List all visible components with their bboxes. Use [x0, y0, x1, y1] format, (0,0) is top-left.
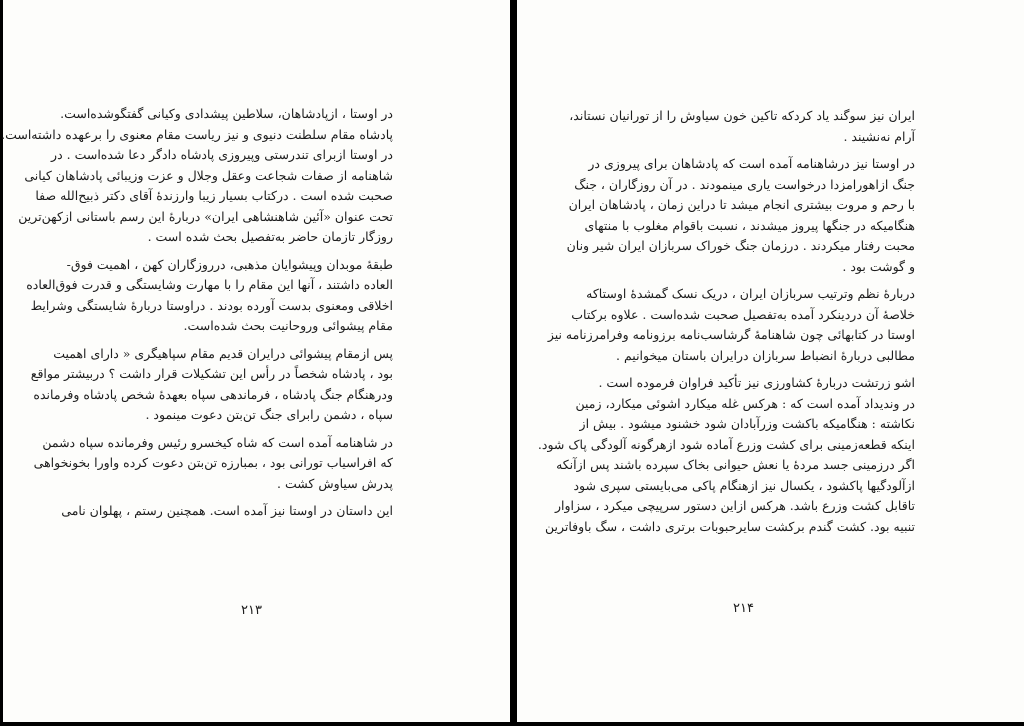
- text-line: ایران نیز سوگند یاد کردکه تاکین خون سیاوش را از تورانیان نستاند،: [569, 108, 915, 123]
- text-line: اخلاقی ومعنوی بدست آورده بودند . دراوستا دربارهٔ شایستگی وشرایط: [30, 297, 393, 313]
- left-page-text: [1, 104, 393, 529]
- left-page: [3, 0, 510, 722]
- paragraph: [26, 255, 393, 337]
- paragraph: [61, 501, 393, 522]
- text-line: محبت رفتار میکردند . درزمان جنگ خوراک سربازان ایران شیر ونان: [566, 238, 915, 253]
- text-line: پادشاه مقام سلطنت دنیوی و نیز ریاست مقام معنوی را برعهده داشته‌است.: [1, 126, 393, 142]
- text-line: در وندیداد آمده است که : هرکس غله میکارد اشوئی میکارد، زمین: [575, 395, 915, 411]
- text-line: که افراسیاب تورانی بود ، بمبارزه تن‌بتن دعوت کرده واورا بخونخواهی: [33, 455, 393, 470]
- text-line: صحبت شده است . درکتاب بسیار زیبا وارزندهٔ آقای دکتر ذبیح‌الله صفا: [35, 188, 393, 203]
- text-line: جنگ ازاهورامزدا درخواست یاری مینمودند . در آن روزگاران ، جنگ: [574, 176, 915, 192]
- paragraph: [537, 373, 915, 537]
- left-page-number: ۲۱۳: [241, 603, 262, 618]
- text-line: اوستا در کتابهائی چون شاهنامهٔ گرشاسب‌نامه برزونامه وفرامرزنامه نیز: [547, 327, 915, 342]
- text-line: هنگامیکه در جنگها پیروز میشدند ، نسبت باقوام مغلوب با منتهای: [584, 217, 915, 233]
- text-line: دربارهٔ نظم وترتیب سربازان ایران ، دریک نسک گمشدهٔ اوستاکه: [586, 286, 915, 301]
- text-line: پس ازمقام پیشوائی درایران قدیم مقام سپاهیگری « دارای اهمیت: [53, 345, 393, 361]
- right-page: [517, 0, 1024, 722]
- text-line: در اوستا ، ازپادشاهان، سلاطین پیشدادی وکیانی گفتگوشده‌است.: [60, 106, 393, 121]
- paragraph: [566, 154, 915, 277]
- text-line: آرام نه‌نشیند .: [843, 128, 915, 144]
- text-line: پدرش سیاوش کشت .: [277, 475, 393, 491]
- text-line: مطالبی دربارهٔ انضباط سربازان درایران باستان میخوانیم .: [616, 347, 915, 363]
- text-line: روزگار تازمان حاضر به‌تفصیل بحث شده است .: [147, 229, 393, 244]
- text-line: ازآلودگیها پاکشود ، یکسال نیز ازهنگام پاکی می‌بایستی سپری شود: [573, 477, 915, 493]
- text-line: اشو زرتشت دربارهٔ کشاورزی نیز تأکید فراوان فرموده است .: [598, 375, 915, 390]
- text-line: اینکه قطعه‌زمینی برای کشت وزرع آماده شود ازهرگونه آلودگی پاک شود.: [537, 436, 915, 452]
- text-line: نکاشته : هنگامیکه باکشت وزرآبادان شود خشنود میشود . بیش از: [579, 416, 915, 431]
- text-line: تنبیه بود. کشت گندم برکشت سایرحبوبات برتری داشت ، سگ باوفاترین: [544, 518, 915, 534]
- paragraph: [1, 104, 393, 248]
- text-line: العاده داشتند ، آنها این مقام را با مهارت وشایستگی و قدرت فوق‌العاده: [26, 277, 393, 292]
- text-line: تحت عنوان «آئین شاهنشاهی ایران» دربارهٔ این رسم باستانی ازکهن‌ترین: [18, 208, 393, 224]
- text-line: تاقابل کشت وزرع باشد. هرکس ازاین دستور سرپیچی میکرد ، سزاوار: [554, 498, 915, 513]
- text-line: مقام پیشوائی وروحانیت بحث شده‌است.: [183, 318, 393, 333]
- text-line: با رحم و مروت بیشتری انجام میشد تا دراین زمان ، پادشاهان ایران: [568, 197, 915, 212]
- paragraph: [547, 284, 915, 366]
- text-line: طبقهٔ موبدان وپیشوایان مذهبی، درروزگاران کهن ، اهمیت فوق-: [66, 256, 393, 272]
- text-line: این داستان در اوستا نیز آمده است. همچنین رستم ، پهلوان نامی: [61, 503, 393, 518]
- text-line: در شاهنامه آمده است که شاه کیخسرو رئیس وفرمانده سپاه دشمن: [42, 434, 393, 450]
- text-line: بود ، پادشاه شخصاً در رأس این تشکیلات قرار داشت ؟ دربیشتر مواقع: [30, 366, 393, 381]
- paragraph: [569, 106, 915, 147]
- text-line: شاهنامه از صفات شجاعت وعقل وجلال و عزت وزیبائی پادشاهان کیانی: [24, 167, 393, 183]
- text-line: اگر درزمینی جسد مردهٔ یا نعش حیوانی بخاک سپرده باشند پس ازآنکه: [556, 457, 915, 472]
- text-line: در اوستا نیز درشاهنامه آمده است که پادشاهان برای پیروزی در: [588, 156, 915, 171]
- text-line: سپاه ، دشمن رابرای جنگ تن‌بتن دعوت مینمود .: [145, 407, 393, 422]
- text-line: در اوستا ازبرای تندرستی وپیروزی پادشاه دادگر دعا شده‌است . در: [51, 147, 393, 162]
- text-line: ودرهنگام جنگ پادشاه ، فرماندهی سپاه بعهدهٔ شخص پادشاه وفرمانده: [33, 386, 393, 402]
- right-page-number: ۲۱۴: [733, 601, 754, 616]
- text-line: خلاصهٔ آن دردینکرد آمده به‌تفصیل صحبت شده‌است . علاوه برکتاب: [571, 306, 915, 322]
- text-line: و گوشت بود .: [842, 258, 915, 274]
- paragraph: [33, 433, 393, 495]
- paragraph: [30, 344, 393, 426]
- right-page-text: [537, 106, 915, 544]
